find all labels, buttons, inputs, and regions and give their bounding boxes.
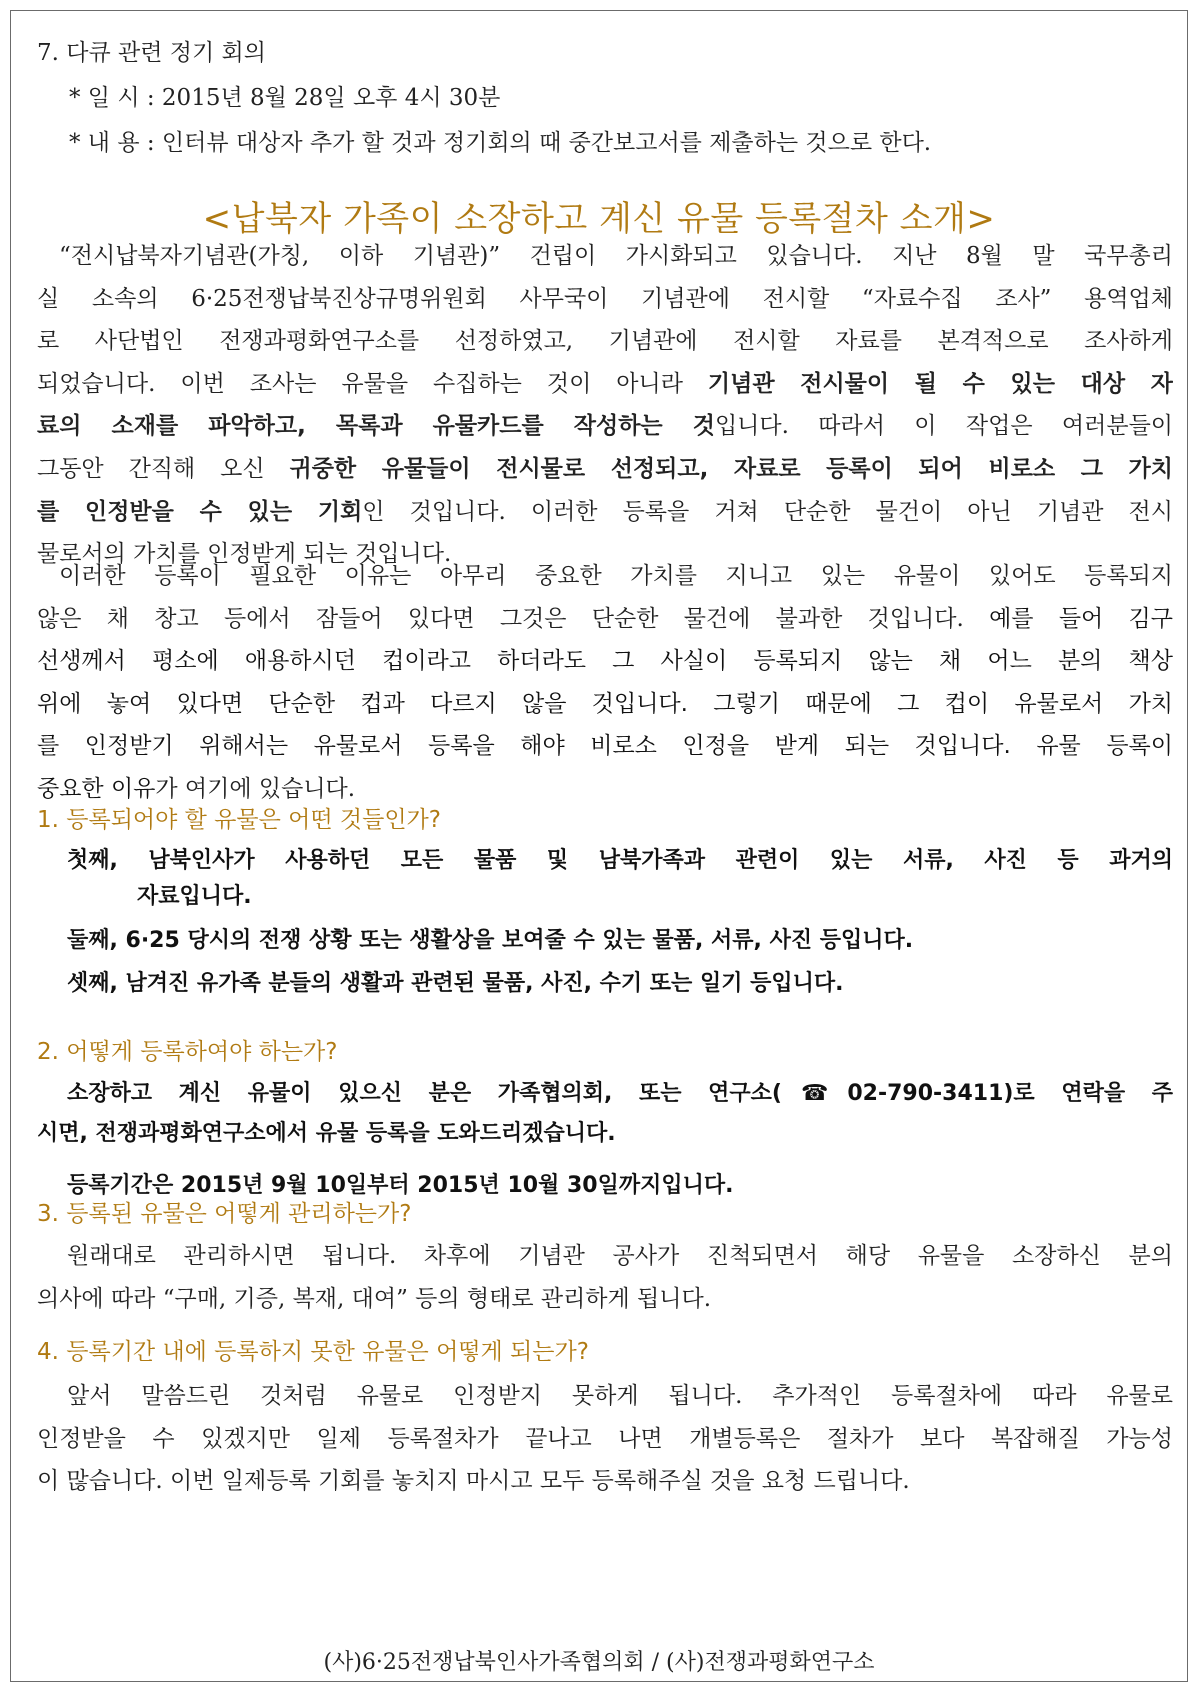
footer-organizations: (사)6·25전쟁납북인사가족협의회 / (사)전쟁과평화연구소	[323, 1650, 875, 1675]
section-3-line-2: 의사에 따라 “구매, 기증, 복재, 대여” 등의 형태로 관리하게 됩니다.	[37, 1285, 712, 1312]
registration-period: 등록기간은 2015년 9월 10일부터 2015년 10월 30일까지입니다.	[67, 1173, 734, 1198]
section-1-first-cont: 자료입니다.	[137, 884, 252, 909]
intro-line-5	[37, 405, 1173, 448]
intro-text: 그동안 간직해 오신	[37, 455, 290, 482]
intro-line-3: 로 사단법인 전쟁과평화연구소를 선정하였고, 기념관에 전시할 자료를 본격적으로 조사하게	[37, 328, 1173, 355]
reason-line-1: 이러한 등록이 필요한 이유는 아무리 중요한 가치를 지니고 있는 유물이 있어도 등록되지	[59, 563, 1173, 589]
document-page	[10, 10, 1188, 1682]
section-2-line-2: 시면, 전쟁과평화연구소에서 유물 등록을 도와드리겠습니다.	[37, 1121, 616, 1146]
intro-line-2: 실 소속의 6·25전쟁납북진상규명위원회 사무국이 기념관에 전시할 “자료수집 조사” 용역업체	[37, 285, 1173, 312]
section-4-body	[37, 1375, 1173, 1503]
intro-text: 입니다. 따라서 이 작업은 여러분들이	[714, 413, 1173, 440]
section-4-line-1: 앞서 말씀드린 것처럼 유물로 인정받지 못하게 됩니다. 추가적인 등록절차에 따라 유물로	[67, 1383, 1173, 1409]
intro-line-4	[37, 363, 1173, 406]
intro-line-6	[37, 448, 1173, 491]
section-3-body	[37, 1235, 1173, 1320]
reason-line-2	[37, 598, 1173, 641]
section-1-third: 셋째, 남겨진 유가족 분들의 생활과 관련된 물품, 사진, 수기 또는 일기 등입니다.	[67, 971, 844, 996]
meeting-section	[37, 31, 931, 166]
section-4-line-3: 이 많습니다. 이번 일제등록 기회를 놓치지 마시고 모두 등록해주실 것을 요청 드립니다.	[37, 1468, 910, 1495]
intro-text: 되었습니다. 이번 조사는 유물을 수집하는 것이 아니라	[37, 370, 708, 397]
section-3-heading: 3. 등록된 유물은 어떻게 관리하는가?	[37, 1201, 412, 1227]
reason-line-5: 를 인정받기 위해서는 유물로서 등록을 해야 비로소 인정을 받게 되는 것입니다. 유물 등록이	[37, 733, 1173, 760]
intro-emphasis: 기념관 전시물이 될 수 있는 대상 자	[707, 370, 1173, 397]
intro-line-7	[37, 491, 1173, 534]
reason-line-4: 위에 놓여 있다면 단순한 컵과 다르지 않을 것입니다. 그렇기 때문에 그 컵이 유물로서 가치	[37, 690, 1173, 717]
section-2-heading: 2. 어떻게 등록하여야 하는가?	[37, 1039, 338, 1065]
document-title: <납북자 가족이 소장하고 계신 유물 등록절차 소개>	[202, 199, 996, 239]
reason-emphasis: 중요한 이유	[37, 775, 156, 802]
section-1-second: 둘째, 6·25 당시의 전쟁 상황 또는 생활상을 보여줄 수 있는 물품, 서류, 사진 등입니다.	[67, 928, 914, 953]
meeting-date: * 일 시 : 2015년 8월 28일 오후 4시 30분	[69, 85, 501, 111]
intro-emphasis: 료의 소재를 파악하고, 목록과 유물카드를 작성하는 것	[37, 413, 715, 440]
intro-text: 인 것입니다. 이러한 등록을 거쳐 단순한 물건이 아닌 기념관 전시	[362, 498, 1173, 525]
section-2-line-1: 소장하고 계신 유물이 있으신 분은 가족협의회, 또는 연구소(☎02-790-3411)로 연락을 주	[67, 1081, 1173, 1106]
section-1-first: 첫째, 남북인사가 사용하던 모든 물품 및 남북가족과 관련이 있는 서류, 사진 등 과거의	[67, 848, 1173, 873]
section-1-list	[67, 843, 1173, 1002]
meeting-content: * 내 용 : 인터뷰 대상자 추가 할 것과 정기회의 때 중간보고서를 제출하는 것으로 한다.	[69, 130, 932, 156]
section-3-line-1: 원래대로 관리하시면 됩니다. 차후에 기념관 공사가 진척되면서 해당 유물을 소장하신 분의	[67, 1243, 1173, 1269]
section-1-heading: 1. 등록되어야 할 유물은 어떤 것들인가?	[37, 807, 441, 833]
intro-paragraph	[37, 235, 1173, 576]
section-2-body	[37, 1074, 1173, 1206]
intro-emphasis: 를 인정받을 수 있는 기회	[37, 498, 363, 525]
intro-line-8: 물로서의 가치를 인정받게 되는 것입니다.	[37, 541, 452, 568]
reason-paragraph	[37, 555, 1173, 811]
meeting-heading: 7. 다큐 관련 정기 회의	[37, 40, 266, 66]
reason-text: 가 여기에 있습니다.	[155, 775, 356, 802]
section-4-line-2: 인정받을 수 있겠지만 일제 등록절차가 끝나고 나면 개별등록은 절차가 보다 복잡해질 가능성	[37, 1425, 1173, 1452]
intro-line-1: “전시납북자기념관(가칭, 이하 기념관)” 건립이 가시화되고 있습니다. 지난 8월 말 국무총리	[59, 243, 1173, 269]
intro-emphasis: 귀중한 유물들이 전시물로 선정되고, 자료로 등록이 되어 비로소 그 가치	[289, 455, 1173, 482]
reason-text: 않은 채 창고 등에서 잠들어 있다면 그것은 단순한 물건에 불과한 것입니다.	[37, 605, 990, 632]
reason-line-3: 선생께서 평소에 애용하시던 컵이라고 하더라도 그 사실이 등록되지 않는 채 어느 분의 책상	[37, 648, 1173, 675]
reason-emphasis: 예를 들어 김구	[989, 605, 1173, 632]
section-4-heading: 4. 등록기간 내에 등록하지 못한 유물은 어떻게 되는가?	[37, 1339, 589, 1365]
